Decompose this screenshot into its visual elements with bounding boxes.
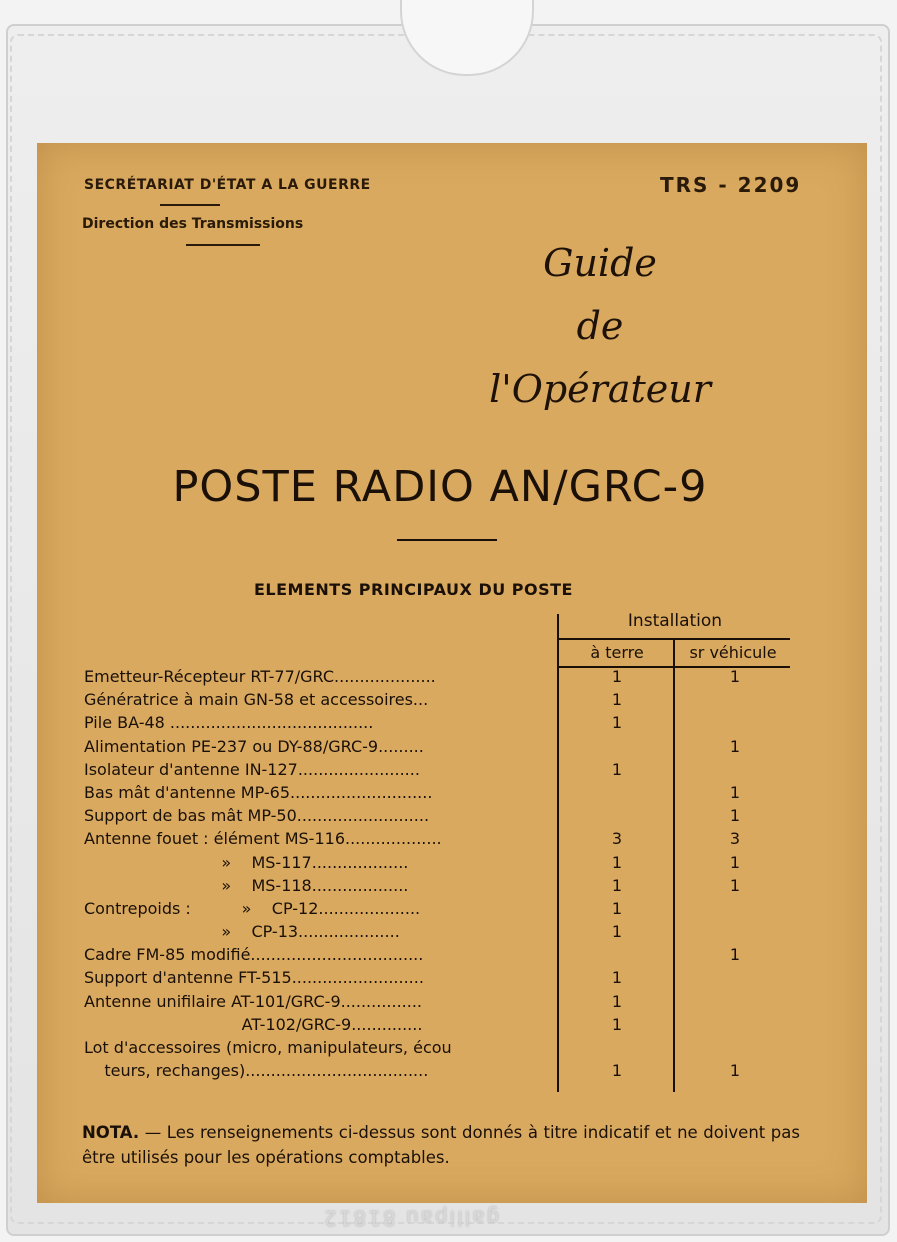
- table-row: [84, 783, 794, 806]
- table-row: [84, 713, 794, 736]
- quantity-terre: 1: [611, 1061, 623, 1081]
- equipment-label: Pile BA-48 ........................................: [84, 713, 374, 733]
- table-row: [84, 829, 794, 852]
- equipment-label: Bas mât d'antenne MP-65............................: [84, 782, 433, 802]
- equipment-label: Lot d'accessoires (micro, manipulateurs, écou: [84, 1038, 452, 1057]
- column-header-vehicule: sr véhicule: [689, 643, 777, 662]
- table-rule-horizontal: [557, 638, 790, 640]
- quantity-terre: 1: [611, 667, 623, 686]
- quantity-terre: 1: [611, 759, 623, 779]
- quantity-vehicule: 1: [729, 945, 741, 965]
- equipment-label: Génératrice à main GN-58 et accessoires...: [84, 690, 429, 710]
- table-row: [84, 690, 794, 713]
- equipment-label: Alimentation PE-237 ou DY-88/GRC-9.........: [84, 736, 424, 756]
- quantity-terre: 1: [611, 690, 623, 710]
- nota-label: NOTA.: [82, 1123, 140, 1142]
- heading-rule: [160, 204, 220, 206]
- guide-line-2: de: [576, 304, 624, 348]
- table-row: [84, 968, 794, 991]
- installation-header: Installation: [627, 611, 723, 631]
- equipment-label: » CP-13....................: [84, 922, 400, 942]
- direction-heading: Direction des Transmissions: [82, 216, 304, 232]
- equipment-label: » MS-118...................: [84, 875, 409, 895]
- guide-title: [480, 232, 720, 421]
- equipment-label: Cadre FM-85 modifié..................................: [84, 945, 424, 965]
- quantity-terre: 1: [611, 713, 623, 733]
- equipment-table: [84, 667, 794, 1084]
- nota-paragraph: [82, 1120, 800, 1170]
- table-row: [84, 1061, 794, 1084]
- quantity-vehicule: 1: [729, 1061, 741, 1081]
- table-row: [84, 1038, 794, 1061]
- equipment-label: Emetteur-Récepteur RT-77/GRC....................: [84, 667, 436, 686]
- quantity-vehicule: 1: [729, 852, 741, 872]
- table-row: [84, 945, 794, 968]
- table-row: [84, 876, 794, 899]
- quantity-vehicule: 3: [729, 829, 741, 849]
- quantity-vehicule: 1: [729, 875, 741, 895]
- table-row: [84, 922, 794, 945]
- equipment-label: Antenne unifilaire AT-101/GRC-9................: [84, 991, 422, 1011]
- document-reference: TRS - 2209: [660, 173, 802, 197]
- equipment-label: AT-102/GRC-9..............: [84, 1014, 423, 1034]
- equipment-label: Contrepoids : » CP-12....................: [84, 898, 421, 918]
- quantity-vehicule: 1: [729, 782, 741, 802]
- table-row: [84, 1015, 794, 1038]
- table-row: [84, 992, 794, 1015]
- quantity-terre: 1: [611, 991, 623, 1011]
- quantity-terre: 3: [611, 829, 623, 849]
- quantity-vehicule: 1: [729, 667, 741, 686]
- table-row: [84, 667, 794, 690]
- table-row: [84, 737, 794, 760]
- title-rule: [397, 539, 497, 541]
- quantity-vehicule: 1: [729, 736, 741, 756]
- quantity-terre: 1: [611, 875, 623, 895]
- table-row: [84, 899, 794, 922]
- section-subtitle: ELEMENTS PRINCIPAUX DU POSTE: [254, 580, 573, 599]
- equipment-label: Support d'antenne FT-515..........................: [84, 968, 424, 988]
- equipment-label: » MS-117...................: [84, 852, 409, 872]
- table-row: [84, 806, 794, 829]
- direction-rule: [186, 244, 260, 246]
- equipment-label: Isolateur d'antenne IN-127........................: [84, 759, 420, 779]
- table-row: [84, 853, 794, 876]
- equipment-label: Support de bas mât MP-50..........................: [84, 806, 430, 826]
- equipment-label: teurs, rechanges)....................................: [84, 1061, 429, 1081]
- table-row: [84, 760, 794, 783]
- quantity-terre: 1: [611, 922, 623, 942]
- nota-text: — Les renseignements ci-dessus sont donnés à titre indicatif et ne doivent pas être utilisés pour les opérations comptables.: [82, 1123, 800, 1167]
- guide-line-3: l'Opérateur: [489, 367, 711, 411]
- guide-line-1: Guide: [543, 241, 657, 285]
- sleeve-brand-mark: gallipau 81812: [322, 1206, 500, 1230]
- equipment-label: Antenne fouet : élément MS-116...................: [84, 829, 442, 849]
- quantity-terre: 1: [611, 852, 623, 872]
- quantity-terre: 1: [611, 1014, 623, 1034]
- column-header-terre: à terre: [590, 643, 644, 662]
- ministry-heading: SECRÉTARIAT D'ÉTAT A LA GUERRE: [84, 177, 371, 193]
- quantity-terre: 1: [611, 898, 623, 918]
- page-title: POSTE RADIO AN/GRC-9: [172, 462, 708, 512]
- quantity-terre: 1: [611, 968, 623, 988]
- quantity-vehicule: 1: [729, 806, 741, 826]
